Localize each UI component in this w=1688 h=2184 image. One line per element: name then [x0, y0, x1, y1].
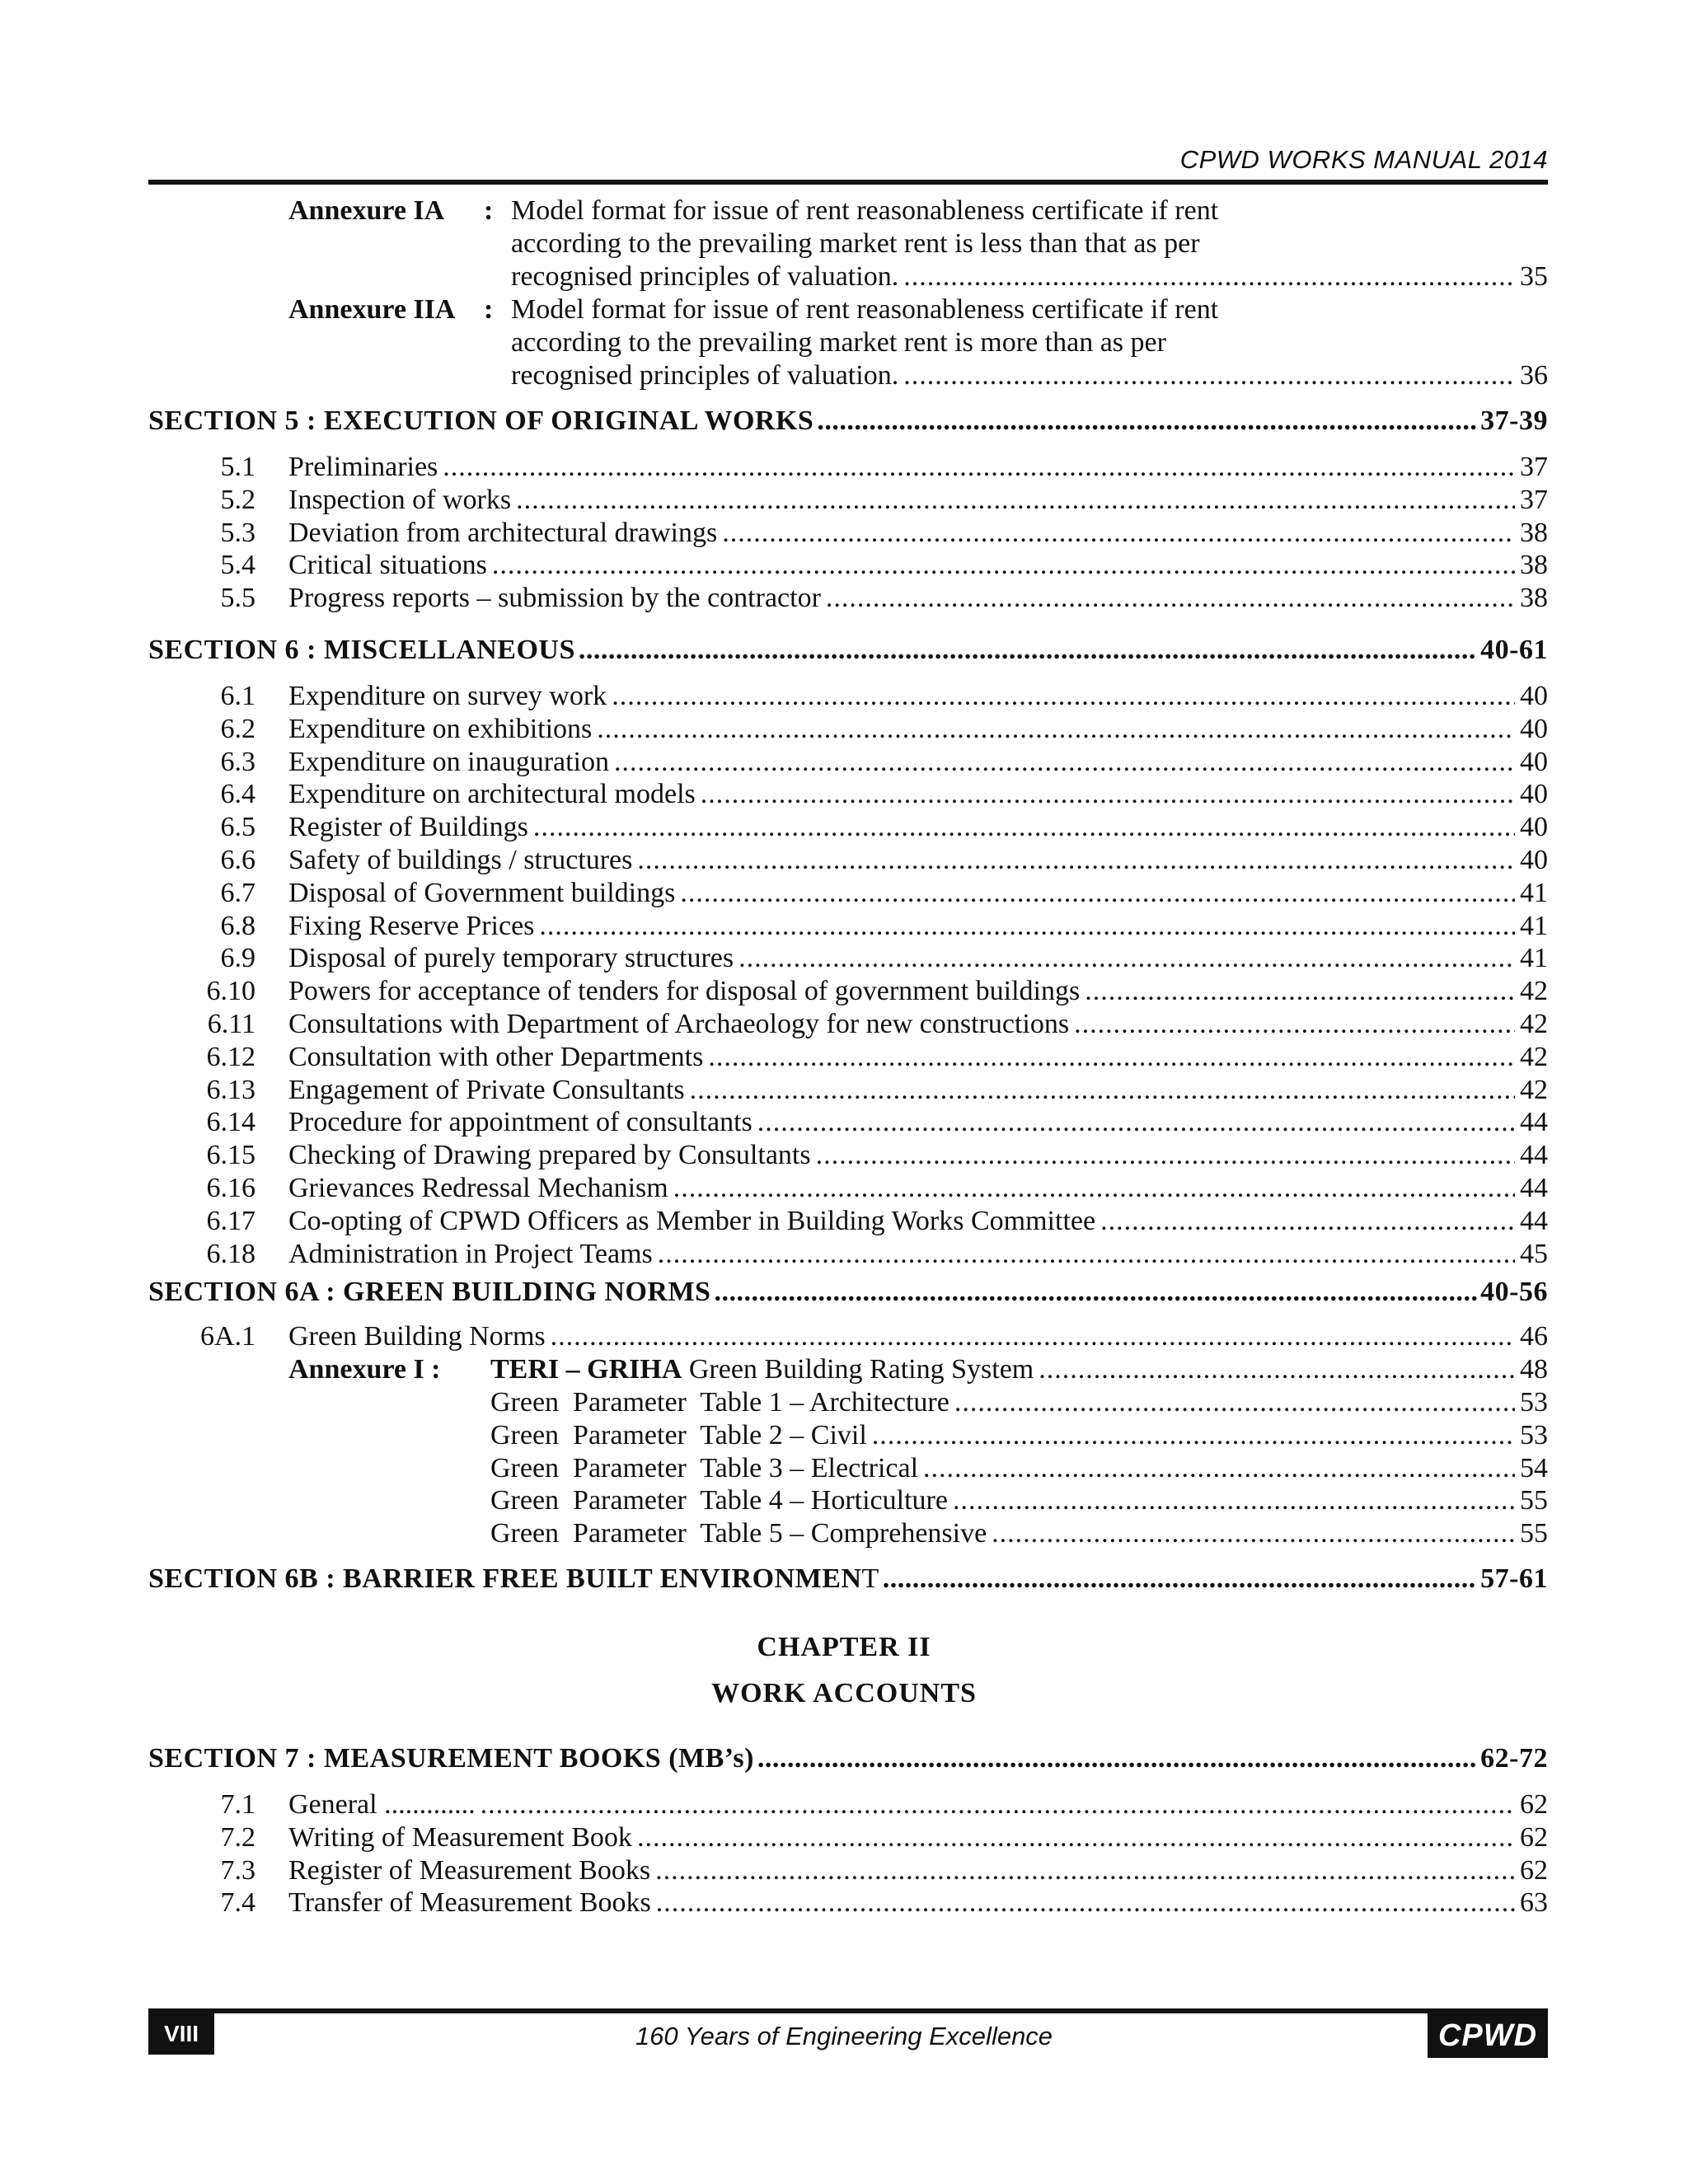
dot-leader — [757, 1742, 1477, 1775]
toc-line — [0, 1788, 1688, 1821]
dot-leader — [637, 1821, 1515, 1854]
dot-leader — [492, 549, 1515, 582]
annexure-text: Model format for issue of rent reasonableness certificate if rent — [511, 294, 1219, 325]
page-number: 36 — [1520, 360, 1548, 391]
section-pages: 57-61 — [1480, 1563, 1548, 1594]
toc-line — [0, 1353, 1688, 1386]
section-heading[interactable] — [148, 1563, 1548, 1596]
item-number: 6.5 — [220, 812, 256, 842]
page-number: 40 — [1520, 681, 1548, 711]
toc-line — [0, 746, 1688, 779]
page-number: 40 — [1520, 845, 1548, 875]
dot-leader — [443, 451, 1515, 484]
annexure-label: Annexure I : — [288, 1354, 441, 1385]
page-number: 37 — [1520, 452, 1548, 482]
page-number: 62 — [1520, 1822, 1548, 1853]
page-number: 42 — [1520, 1075, 1548, 1105]
page-number: 38 — [1520, 550, 1548, 580]
page-number: 44 — [1520, 1107, 1548, 1137]
table-title: Green Parameter Table 2 – Civil — [490, 1420, 867, 1451]
toc-entry[interactable] — [288, 1821, 1548, 1854]
item-number: 6.12 — [206, 1042, 256, 1072]
section-title — [148, 1563, 879, 1596]
toc-line — [0, 1205, 1688, 1238]
toc-line — [0, 778, 1688, 811]
section-pages: 37-39 — [1480, 405, 1548, 436]
toc-line — [0, 1419, 1688, 1452]
annexure-text: Model format for issue of rent reasonableness certificate if rent — [511, 195, 1219, 226]
table-title: Green Parameter Table 3 – Electrical — [490, 1453, 919, 1483]
annexure-iia-line-3 — [0, 359, 1688, 392]
running-header: CPWD WORKS MANUAL 2014 — [1179, 145, 1548, 174]
item-title: Co-opting of CPWD Officers as Member in Building Works Committee — [288, 1206, 1096, 1236]
dot-leader — [680, 877, 1515, 910]
toc-entry[interactable] — [288, 484, 1548, 517]
item-number: 6.15 — [206, 1140, 256, 1170]
toc-line — [0, 484, 1688, 517]
item-number: 6.6 — [220, 845, 256, 875]
page-number: 40 — [1520, 779, 1548, 809]
toc-line — [0, 1008, 1688, 1041]
toc-entry[interactable] — [288, 877, 1548, 910]
section-title-tail: T — [861, 1563, 879, 1594]
cpwd-logo: CPWD — [1428, 2013, 1548, 2058]
page-number: 62 — [1520, 1855, 1548, 1886]
page-number: 44 — [1520, 1173, 1548, 1203]
annexure-title-rest: Green Building Rating System — [688, 1354, 1034, 1385]
item-number: 5.2 — [220, 485, 256, 515]
section-heading[interactable] — [148, 634, 1548, 667]
page-number-badge: VIII — [148, 2013, 214, 2055]
section-5-heading — [0, 405, 1688, 438]
toc-line — [0, 877, 1688, 910]
toc-line — [0, 1484, 1688, 1517]
dot-leader — [614, 746, 1515, 779]
dot-leader — [883, 1563, 1477, 1596]
page-number: 41 — [1520, 878, 1548, 908]
footer-tagline: 160 Years of Engineering Excellence — [635, 2022, 1053, 2050]
section-title: SECTION 5 : EXECUTION OF ORIGINAL WORKS — [148, 405, 814, 436]
page-number: 40 — [1520, 812, 1548, 842]
section-heading[interactable] — [148, 405, 1548, 438]
item-number: 6.8 — [220, 911, 256, 941]
toc-line — [0, 549, 1688, 582]
dot-leader — [656, 1886, 1515, 1919]
item-number: 6.2 — [220, 714, 256, 744]
toc-line — [0, 582, 1688, 615]
toc-line — [0, 680, 1688, 713]
annexure-iia-line-1 — [0, 293, 1688, 326]
page-number: 41 — [1520, 943, 1548, 973]
footer-rule — [148, 2008, 1548, 2013]
item-title: Register of Buildings — [288, 812, 528, 842]
toc-line — [0, 1386, 1688, 1419]
page-number: 48 — [1520, 1354, 1548, 1385]
toc-line — [0, 1139, 1688, 1172]
page-number: 44 — [1520, 1140, 1548, 1170]
item-number: 6.9 — [220, 943, 256, 973]
item-title: Critical situations — [288, 550, 487, 580]
toc-line — [0, 1172, 1688, 1205]
toc-entry[interactable] — [288, 1172, 1548, 1205]
toc-line — [0, 910, 1688, 943]
dot-leader — [701, 778, 1515, 811]
item-number: 6.1 — [220, 681, 256, 711]
toc-line — [0, 844, 1688, 877]
dot-leader — [690, 1074, 1515, 1107]
section-7-heading — [0, 1742, 1688, 1775]
section-pages: 62-72 — [1480, 1743, 1548, 1774]
toc-entry[interactable] — [288, 1106, 1548, 1139]
dot-leader — [708, 1041, 1515, 1074]
page-number: 62 — [1520, 1789, 1548, 1820]
item-number: 6.16 — [206, 1173, 256, 1203]
item-number: 7.4 — [220, 1887, 256, 1918]
item-number: 5.4 — [220, 550, 256, 580]
dot-leader — [953, 1484, 1515, 1517]
item-title: Grievances Redressal Mechanism — [288, 1173, 668, 1203]
dot-leader — [722, 517, 1515, 550]
item-number: 6A.1 — [199, 1321, 256, 1352]
toc-line — [0, 811, 1688, 844]
annexure-text: recognised principles of valuation. — [511, 261, 899, 292]
section-6a-heading — [0, 1276, 1688, 1309]
page-number: 55 — [1520, 1485, 1548, 1516]
item-number: 7.3 — [220, 1855, 256, 1886]
item-title: Writing of Measurement Book — [288, 1822, 632, 1853]
dot-leader — [816, 1139, 1515, 1172]
page-number: 63 — [1520, 1887, 1548, 1918]
toc-entry[interactable] — [288, 1008, 1548, 1041]
item-title: Preliminaries — [288, 452, 438, 482]
toc-line — [0, 942, 1688, 975]
item-title: Consultations with Department of Archaeology for new constructions — [288, 1009, 1070, 1039]
toc-line — [0, 975, 1688, 1008]
toc-entry[interactable] — [288, 549, 1548, 582]
dot-leader — [738, 942, 1515, 975]
toc-entry[interactable] — [288, 1205, 1548, 1238]
section-heading[interactable] — [148, 1276, 1548, 1309]
chapter-subheading: WORK ACCOUNTS — [711, 1678, 977, 1708]
dot-leader — [903, 359, 1515, 392]
item-title: Green Building Norms — [288, 1321, 546, 1352]
toc-entry[interactable] — [490, 1452, 1548, 1485]
page-number: 42 — [1520, 1042, 1548, 1072]
item-number: 6.17 — [206, 1206, 256, 1236]
annexure-text: recognised principles of valuation. — [511, 360, 899, 391]
section-heading[interactable] — [148, 1742, 1548, 1775]
item-title: Expenditure on exhibitions — [288, 714, 593, 744]
item-number: 6.18 — [206, 1239, 256, 1269]
item-number: 5.3 — [220, 518, 256, 548]
toc-entry[interactable] — [490, 1353, 1548, 1386]
toc-entry[interactable] — [288, 1238, 1548, 1271]
dot-leader — [817, 405, 1477, 438]
toc-entry[interactable] — [288, 844, 1548, 877]
item-number: 6.11 — [207, 1009, 256, 1039]
toc-line — [0, 1320, 1688, 1353]
chapter-heading: CHAPTER II — [757, 1632, 931, 1662]
section-pages: 40-56 — [1480, 1277, 1548, 1307]
page-number: 42 — [1520, 976, 1548, 1006]
page-number: 40 — [1520, 714, 1548, 744]
item-title: Disposal of purely temporary structures — [288, 943, 734, 973]
annexure-label: Annexure IIA — [288, 294, 456, 325]
toc-entry[interactable] — [490, 1484, 1548, 1517]
item-title: General ............. — [288, 1789, 476, 1820]
dot-leader — [1074, 1008, 1515, 1041]
dot-leader — [872, 1419, 1515, 1452]
toc-line — [0, 1074, 1688, 1107]
item-number: 5.5 — [220, 583, 256, 613]
section-title-bold: SECTION 6B : BARRIER FREE BUILT ENVIRONMEN — [148, 1563, 862, 1594]
dot-leader — [1039, 1353, 1515, 1386]
dot-leader — [597, 713, 1515, 746]
annexure-colon: : — [484, 294, 494, 325]
item-number: 6.13 — [206, 1075, 256, 1105]
toc-entry[interactable] — [490, 1386, 1548, 1419]
dot-leader — [903, 260, 1515, 293]
section-6-heading — [0, 634, 1688, 667]
item-title: Checking of Drawing prepared by Consultants — [288, 1140, 811, 1170]
table-title: Green Parameter Table 1 – Architecture — [490, 1387, 950, 1418]
item-title: Deviation from architectural drawings — [288, 518, 718, 548]
item-title: Register of Measurement Books — [288, 1855, 651, 1886]
page-number: 42 — [1520, 1009, 1548, 1039]
toc-line — [0, 1886, 1688, 1919]
annexure-ia-line-2 — [0, 227, 1688, 260]
dot-leader — [655, 1854, 1515, 1887]
item-title: Engagement of Private Consultants — [288, 1075, 685, 1105]
section-title: SECTION 6A : GREEN BUILDING NORMS — [148, 1277, 711, 1307]
toc-entry[interactable] — [288, 975, 1548, 1008]
toc-entry[interactable] — [511, 260, 1548, 293]
page-number: 38 — [1520, 518, 1548, 548]
page-number: 40 — [1520, 747, 1548, 777]
item-title: Safety of buildings / structures — [288, 845, 633, 875]
item-title: Expenditure on survey work — [288, 681, 607, 711]
table-title: Green Parameter Table 5 – Comprehensive — [490, 1518, 987, 1549]
item-number: 5.1 — [220, 452, 256, 482]
page-number: 45 — [1520, 1239, 1548, 1269]
item-title: Disposal of Government buildings — [288, 878, 676, 908]
page-number: 35 — [1520, 261, 1548, 292]
item-number: 7.1 — [220, 1789, 256, 1820]
page-number: 38 — [1520, 583, 1548, 613]
toc-entry[interactable] — [490, 1517, 1548, 1550]
annexure-iia-line-2 — [0, 326, 1688, 359]
page-number: 44 — [1520, 1206, 1548, 1236]
dot-leader — [826, 582, 1515, 615]
dot-leader — [714, 1276, 1477, 1309]
annexure-colon: : — [484, 195, 494, 226]
toc-entry[interactable] — [288, 1788, 1548, 1821]
dot-leader — [481, 1788, 1515, 1821]
dot-leader — [551, 1320, 1515, 1353]
annexure-bold-title: TERI – GRIHA — [490, 1354, 682, 1385]
toc-line — [0, 451, 1688, 484]
dot-leader — [673, 1172, 1515, 1205]
item-title: Inspection of works — [288, 485, 512, 515]
toc-line — [0, 1041, 1688, 1074]
item-number: 6.7 — [220, 878, 256, 908]
toc-entry[interactable] — [288, 582, 1548, 615]
toc-entry[interactable] — [288, 517, 1548, 550]
annexure-ia-line-3 — [0, 260, 1688, 293]
dot-leader — [992, 1517, 1515, 1550]
annexure-text: according to the prevailing market rent is less than that as per — [511, 228, 1200, 259]
page-number: 53 — [1520, 1387, 1548, 1418]
toc-line — [0, 1106, 1688, 1139]
section-6b-heading — [0, 1563, 1688, 1596]
item-number: 6.4 — [220, 779, 256, 809]
item-title: Consultation with other Departments — [288, 1042, 704, 1072]
toc-entry[interactable] — [288, 1854, 1548, 1887]
dot-leader — [757, 1106, 1515, 1139]
item-number: 6.10 — [206, 976, 256, 1006]
page-number: 37 — [1520, 485, 1548, 515]
item-title: Expenditure on inauguration — [288, 747, 610, 777]
dot-leader — [533, 811, 1515, 844]
toc-entry[interactable] — [288, 1320, 1548, 1353]
item-number: 7.2 — [220, 1822, 256, 1853]
item-title: Administration in Project Teams — [288, 1239, 653, 1269]
item-title: Powers for acceptance of tenders for disposal of government buildings — [288, 976, 1081, 1006]
toc-entry[interactable] — [288, 451, 1548, 484]
toc-entry[interactable] — [288, 811, 1548, 844]
dot-leader — [516, 484, 1515, 517]
table-title: Green Parameter Table 4 – Horticulture — [490, 1485, 948, 1516]
section-pages: 40-61 — [1480, 635, 1548, 665]
toc-line — [0, 1821, 1688, 1854]
toc-line — [0, 1238, 1688, 1271]
annexure-text: according to the prevailing market rent is more than as per — [511, 327, 1166, 358]
item-number: 6.14 — [206, 1107, 256, 1137]
header-rule — [148, 180, 1548, 185]
toc-entry[interactable] — [288, 713, 1548, 746]
toc-entry[interactable] — [288, 778, 1548, 811]
toc-entry[interactable] — [288, 1139, 1548, 1172]
page-number: 53 — [1520, 1420, 1548, 1451]
dot-leader — [539, 910, 1515, 943]
toc-entry[interactable] — [288, 680, 1548, 713]
item-title: Expenditure on architectural models — [288, 779, 696, 809]
annexure-label: Annexure IA — [288, 195, 445, 226]
dot-leader — [1085, 975, 1515, 1008]
toc-line — [0, 517, 1688, 550]
dot-leader — [1100, 1205, 1515, 1238]
dot-leader — [612, 680, 1515, 713]
page-number: 41 — [1520, 911, 1548, 941]
annexure-title — [490, 1353, 1034, 1386]
toc-entry[interactable] — [288, 942, 1548, 975]
item-title: Fixing Reserve Prices — [288, 911, 535, 941]
toc-entry[interactable] — [288, 1886, 1548, 1919]
dot-leader — [954, 1386, 1515, 1419]
toc-line — [0, 1517, 1688, 1550]
toc-entry[interactable] — [288, 746, 1548, 779]
item-title: Progress reports – submission by the contractor — [288, 583, 821, 613]
dot-leader — [579, 634, 1477, 667]
toc-line — [0, 713, 1688, 746]
toc-entry[interactable] — [511, 359, 1548, 392]
toc-entry[interactable] — [288, 1074, 1548, 1107]
toc-entry[interactable] — [490, 1419, 1548, 1452]
dot-leader — [637, 844, 1515, 877]
toc-entry[interactable] — [288, 910, 1548, 943]
page-number: 54 — [1520, 1453, 1548, 1483]
section-title: SECTION 6 : MISCELLANEOUS — [148, 635, 575, 665]
item-title: Procedure for appointment of consultants — [288, 1107, 753, 1137]
section-title: SECTION 7 : MEASUREMENT BOOKS (MB’s) — [148, 1743, 754, 1774]
dot-leader — [658, 1238, 1515, 1271]
annexure-ia-line-1 — [0, 194, 1688, 227]
toc-line — [0, 1854, 1688, 1887]
toc-line — [0, 1452, 1688, 1485]
dot-leader — [923, 1452, 1515, 1485]
item-title: Transfer of Measurement Books — [288, 1887, 651, 1918]
page-number: 55 — [1520, 1518, 1548, 1549]
item-number: 6.3 — [220, 747, 256, 777]
toc-entry[interactable] — [288, 1041, 1548, 1074]
page-number: 46 — [1520, 1321, 1548, 1352]
